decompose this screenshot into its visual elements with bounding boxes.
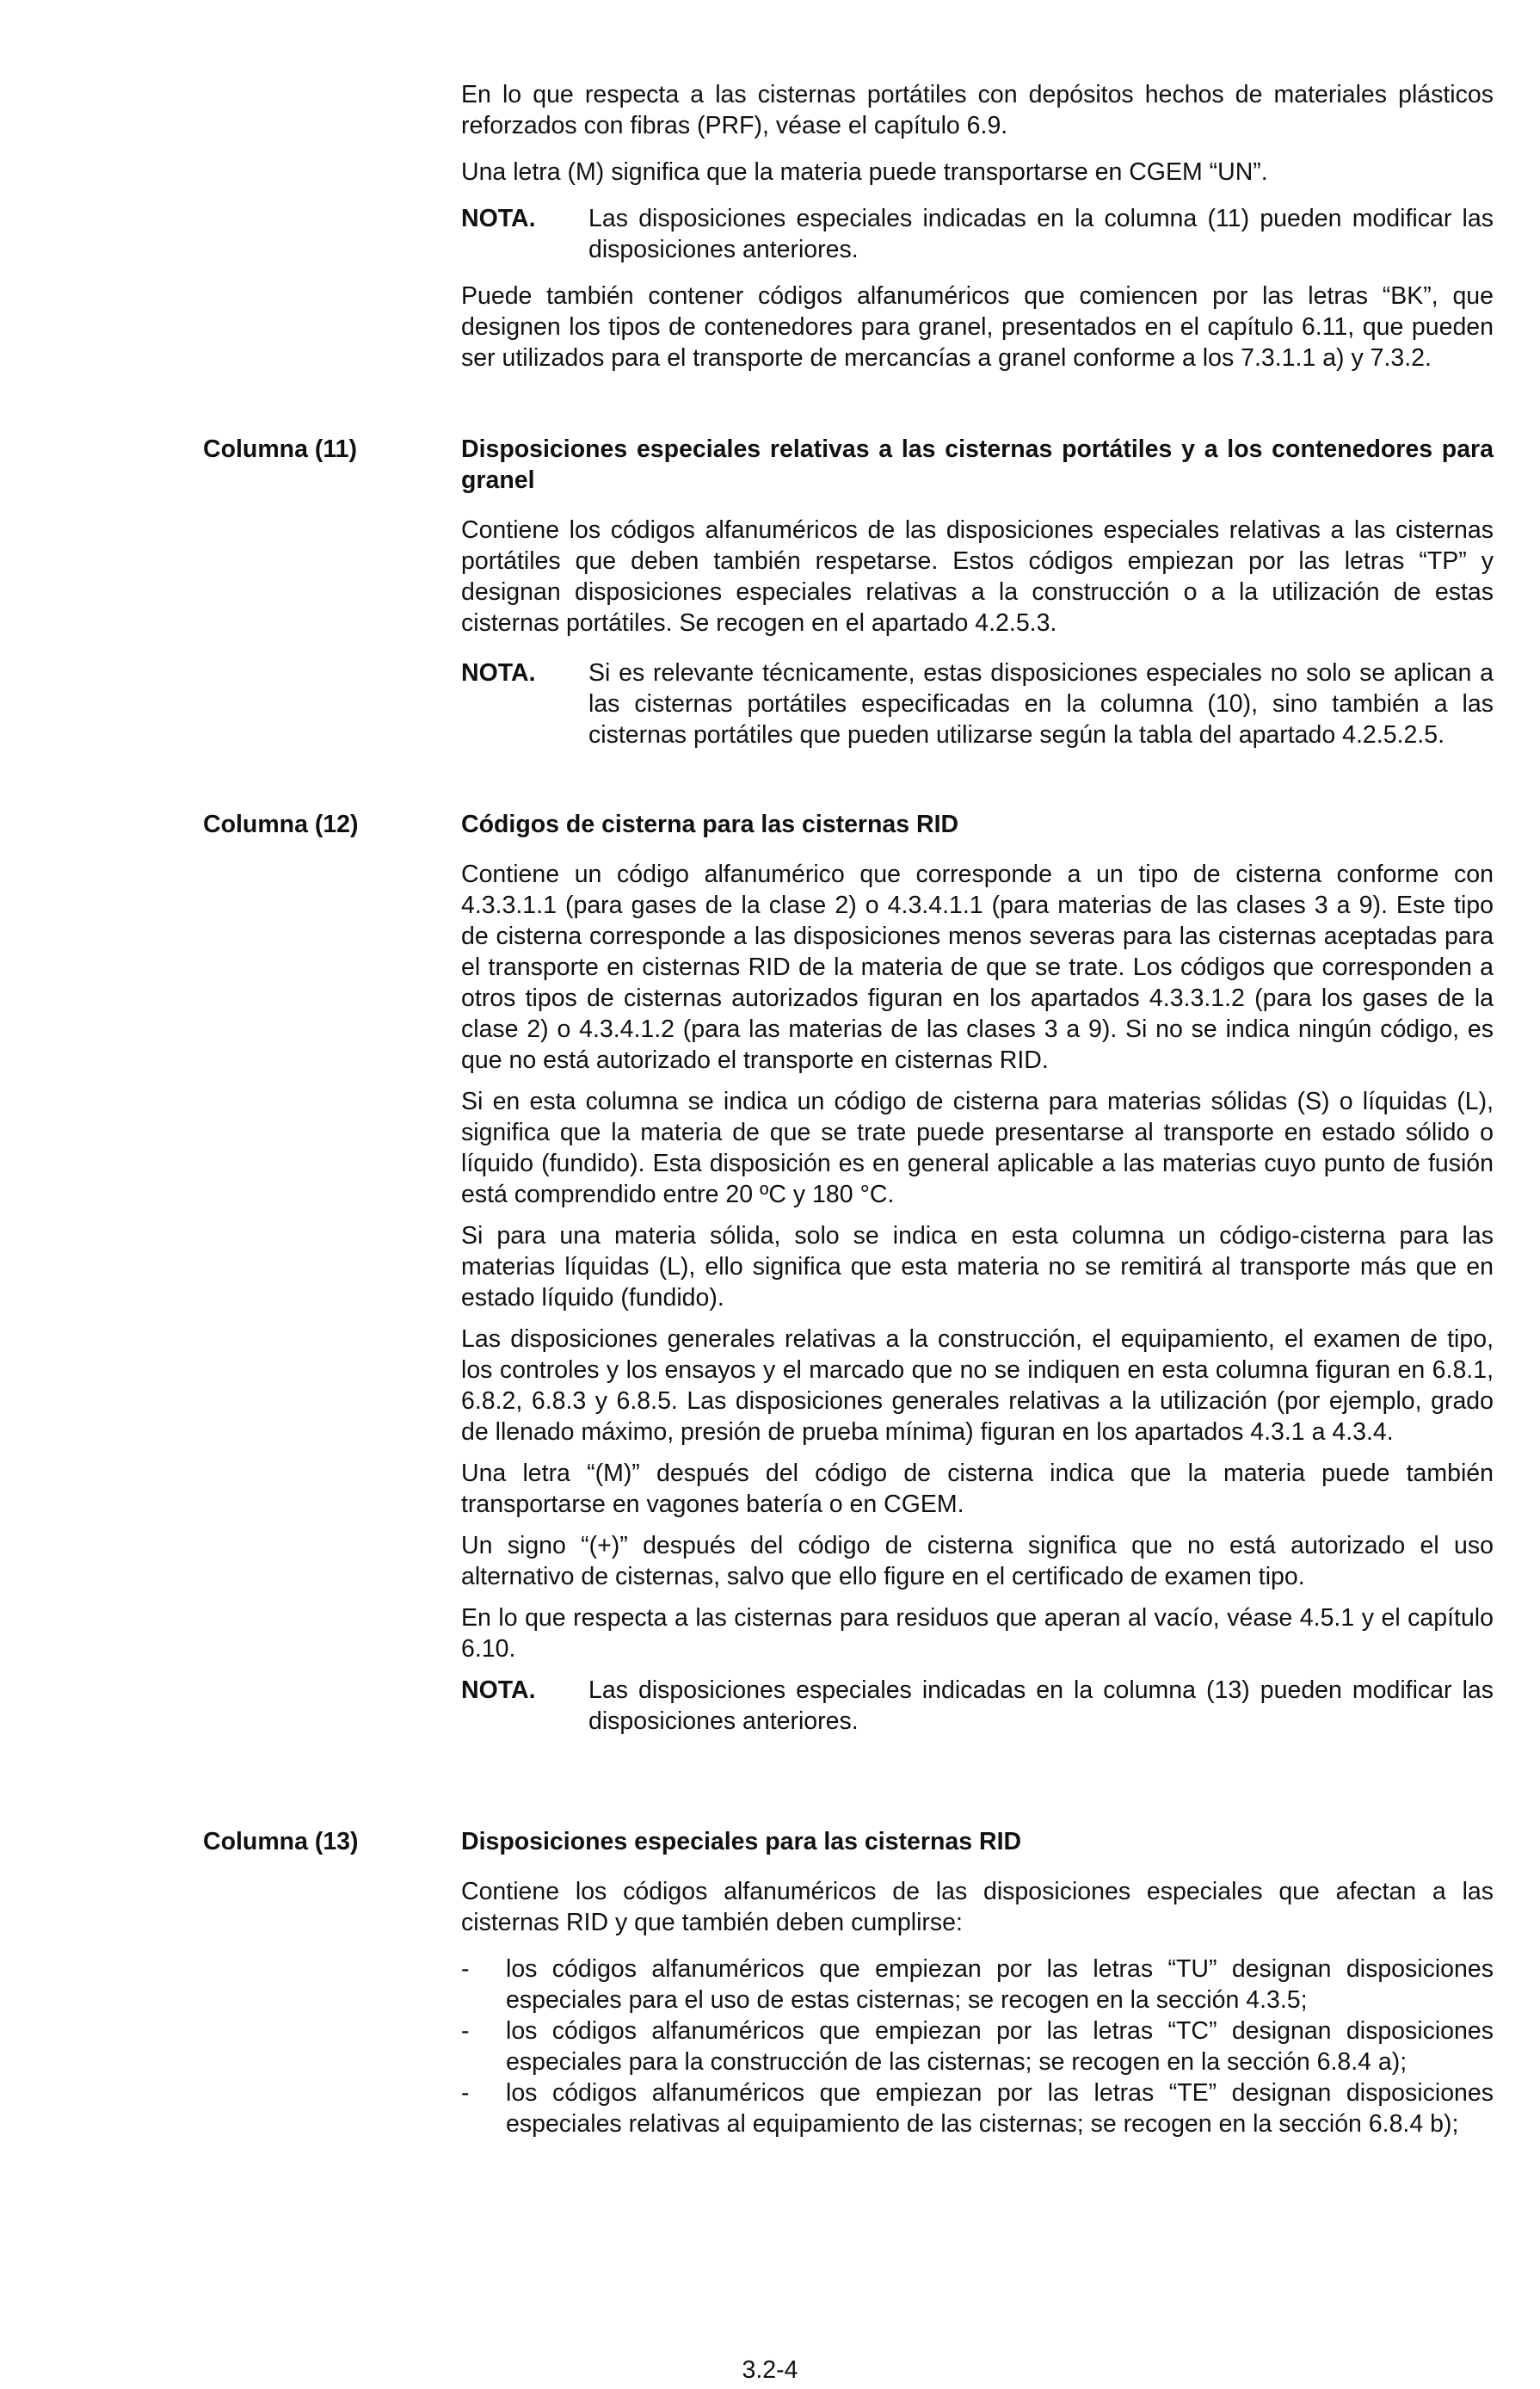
list-dash: - xyxy=(461,2017,470,2045)
column-12-label: Columna (12) xyxy=(203,811,359,838)
intro-paragraph-cgem: Una letra (M) significa que la materia puede transportarse en CGEM “UN”. xyxy=(461,158,1268,186)
column-12-paragraph-liquid-only: Si para una materia sólida, solo se indica en esta columna un código-cisterna para las materias líquidas (L), ello significa que esta materia no se remitirá al transporte más que en estado líquido (fundido). xyxy=(461,1222,1494,1312)
column-11-label: Columna (11) xyxy=(203,435,357,463)
column-12-paragraph-solid-liquid: Si en esta columna se indica un código de cisterna para materias sólidas (S) o líquidas (L), significa que la materia de que se trate puede presentarse al transporte en estado sólido o líquido (fundido). Esta disposición es en general aplicable a las materias cuyo punto de fusión está comprendido entre 20 ºC y 180 °C. xyxy=(461,1088,1494,1208)
intro-paragraph-bk: Puede también contener códigos alfanuméricos que comiencen por las letras “BK”, que designen los tipos de contenedores para granel, presentados en el capítulo 6.11, que pueden ser utilizados para el transporte de mercancías a granel conforme a los 7.3.1.1 a) y 7.3.2. xyxy=(461,282,1494,372)
column-13-heading: Disposiciones especiales para las cisternas RID xyxy=(461,1828,1022,1855)
note-label: NOTA. xyxy=(461,205,536,232)
column-12-paragraph-codes: Contiene un código alfanumérico que corresponde a un tipo de cisterna conforme con 4.3.3.1.1 (para gases de la clase 2) o 4.3.4.1.1 (para materias de las clases 3 a 9). Este tipo de cisterna corresponde a las disposiciones menos severas para las cisternas aceptadas para el transporte en cisternas RID de la materia de que se trate. Los códigos que corresponden a otros tipos de cisternas autorizados figuran en los apartados 4.3.3.1.2 (para los gases de la clase 2) o 4.3.4.1.2 (para las materias de las clases 3 a 9). Si no se indica ningún código, es que no está autorizado el transporte en cisternas RID. xyxy=(461,861,1494,1074)
column-11-section xyxy=(461,434,1494,750)
note-text: Las disposiciones especiales indicadas en la columna (13) pueden modificar las disposiciones anteriores. xyxy=(588,1676,1494,1735)
column-12-paragraph-general: Las disposiciones generales relativas a la construcción, el equipamiento, el examen de tipo, los controles y los ensayos y el marcado que no se indiquen en esta columna figuran en 6.8.1, 6.8.2, 6.8.3 y 6.8.5. Las disposiciones generales relativas a la utilización (por ejemplo, grado de llenado máximo, presión de prueba mínima) figuran en los apartados 4.3.1 a 4.3.4. xyxy=(461,1325,1494,1446)
list-dash: - xyxy=(461,1955,470,1983)
column-13-paragraph: Contiene los códigos alfanuméricos de las disposiciones especiales que afectan a las cisternas RID y que también deben cumplirse: xyxy=(461,1878,1494,1936)
note-label: NOTA. xyxy=(461,659,536,687)
note-text: Si es relevante técnicamente, estas disposiciones especiales no solo se aplican a las cisternas portátiles especificadas en la columna (10), sino también a las cisternas portátiles que pueden utilizarse según la tabla del apartado 4.2.5.2.5. xyxy=(588,659,1494,749)
column-11-heading: Disposiciones especiales relativas a las cisternas portátiles y a los contenedores para granel xyxy=(461,435,1494,494)
column-13-section xyxy=(461,1826,1494,2139)
column-12-paragraph-m-letter: Una letra “(M)” después del código de cisterna indica que la materia puede también transportarse en vagones batería o en CGEM. xyxy=(461,1460,1494,1518)
column-12-note xyxy=(461,1675,1494,1737)
intro-paragraph-prf: En lo que respecta a las cisternas portátiles con depósitos hechos de materiales plásticos reforzados con fibras (PRF), véase el capítulo 6.9. xyxy=(461,81,1494,139)
list-item-text: los códigos alfanuméricos que empiezan por las letras “TU” designan disposiciones especiales para el uso de estas cisternas; se recogen en la sección 4.3.5; xyxy=(506,1955,1494,2014)
note-text: Las disposiciones especiales indicadas en la columna (11) pueden modificar las disposiciones anteriores. xyxy=(588,205,1494,263)
list-dash: - xyxy=(461,2079,470,2107)
list-item-text: los códigos alfanuméricos que empiezan por las letras “TC” designan disposiciones especiales para la construcción de las cisternas; se recogen en la sección 6.8.4 a); xyxy=(506,2017,1494,2076)
intro-section xyxy=(461,79,1494,373)
intro-note xyxy=(461,203,1494,265)
column-12-paragraph-waste: En lo que respecta a las cisternas para residuos que aperan al vacío, véase 4.5.1 y el capítulo 6.10. xyxy=(461,1604,1494,1663)
column-11-note xyxy=(461,657,1494,750)
list-item-text: los códigos alfanuméricos que empiezan por las letras “TE” designan disposiciones especiales relativas al equipamiento de las cisternas; se recogen en la sección 6.8.4 b); xyxy=(506,2079,1494,2138)
page-number: 3.2-4 xyxy=(742,2356,798,2384)
note-label: NOTA. xyxy=(461,1676,536,1704)
column-12-section xyxy=(461,809,1494,1737)
column-12-paragraph-plus-sign: Un signo “(+)” después del código de cisterna significa que no está autorizado el uso alternativo de cisternas, salvo que ello figure en el certificado de examen tipo. xyxy=(461,1532,1494,1590)
list-item xyxy=(461,1954,1494,2016)
column-12-heading: Códigos de cisterna para las cisternas RID xyxy=(461,811,959,838)
column-11-paragraph: Contiene los códigos alfanuméricos de las disposiciones especiales relativas a las cisternas portátiles que deben también respetarse. Estos códigos empiezan por las letras “TP” y designan disposiciones especiales relativas a la construcción o a la utilización de estas cisternas portátiles. Se recogen en el apartado 4.2.5.3. xyxy=(461,516,1494,637)
column-13-label: Columna (13) xyxy=(203,1828,359,1855)
list-item xyxy=(461,2077,1494,2139)
list-item xyxy=(461,2016,1494,2077)
column-13-list xyxy=(461,1954,1494,2139)
